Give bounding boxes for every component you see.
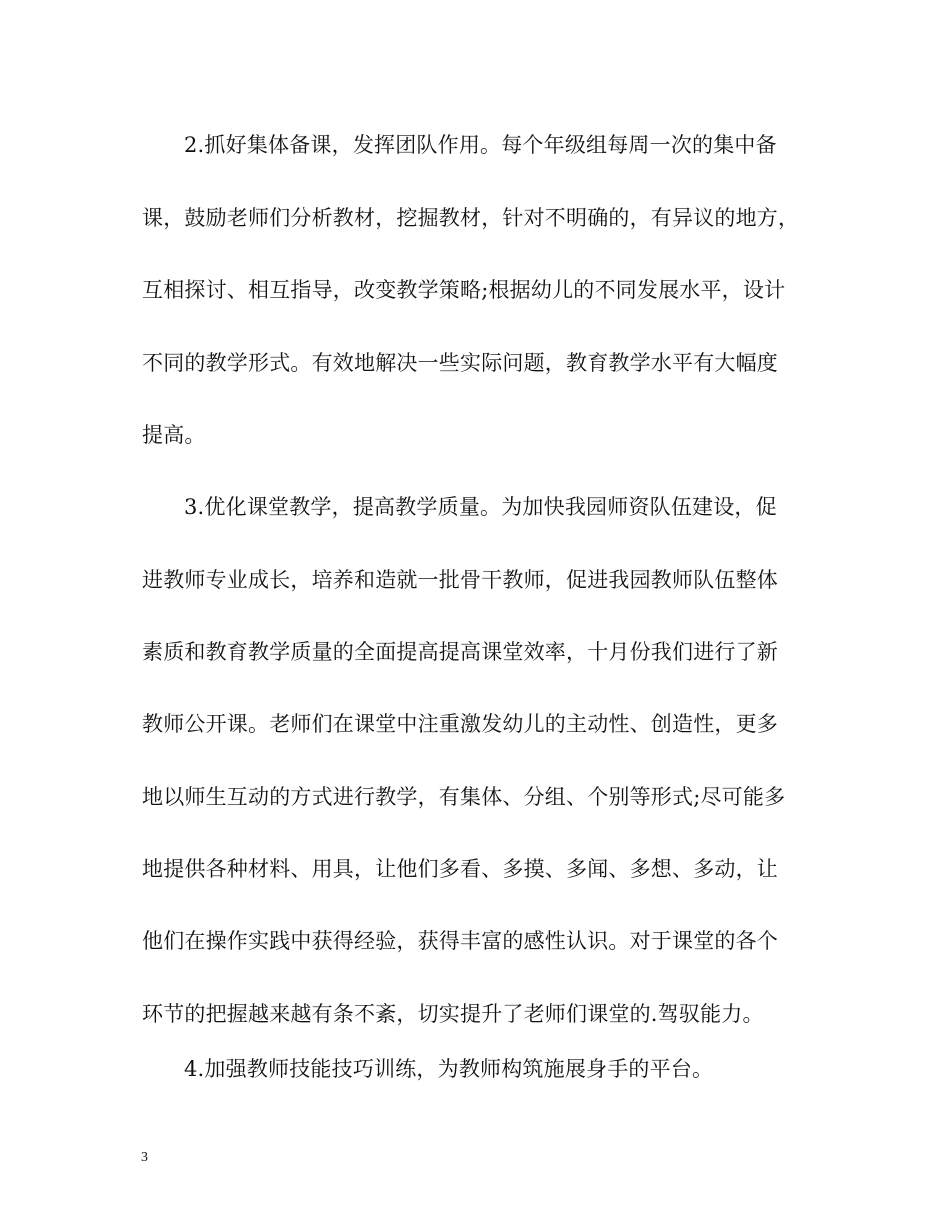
paragraph-3-line-2: 进教师专业成长，培养和造就一批骨干教师，促进我园教师队伍整体 bbox=[142, 568, 778, 592]
page-number: 3 bbox=[141, 1150, 148, 1165]
paragraph-3-line-7: 他们在操作实践中获得经验，获得丰富的感性认识。对于课堂的各个 bbox=[142, 929, 778, 953]
paragraph-3-line-4: 教师公开课。老师们在课堂中注重激发幼儿的主动性、创造性，更多 bbox=[142, 712, 778, 736]
paragraph-3-line-8: 环节的把握越来越有条不紊，切实提升了老师们课堂的.驾驭能力。 bbox=[142, 1002, 764, 1026]
paragraph-2-line-1: 2.抓好集体备课，发挥团队作用。每个年级组每周一次的集中备 bbox=[184, 133, 777, 157]
paragraph-4-line-1: 4.加强教师技能技巧训练，为教师构筑施展身手的平台。 bbox=[184, 1057, 714, 1081]
paragraph-3-line-6: 地提供各种材料、用具，让他们多看、多摸、多闻、多想、多动，让 bbox=[142, 857, 778, 881]
paragraph-2-line-2: 课，鼓励老师们分析教材，挖掘教材，针对不明确的，有异议的地方， bbox=[142, 206, 800, 230]
paragraph-3-line-1: 3.优化课堂教学，提高教学质量。为加快我园师资队伍建设，促 bbox=[184, 495, 777, 519]
paragraph-2-line-4: 不同的教学形式。有效地解决一些实际问题，教育教学水平有大幅度 bbox=[142, 351, 778, 375]
paragraph-3-line-5: 地以师生互动的方式进行教学，有集体、分组、个别等形式;尽可能多 bbox=[142, 785, 786, 809]
paragraph-3-line-3: 素质和教育教学质量的全面提高提高课堂效率，十月份我们进行了新 bbox=[142, 640, 778, 664]
paragraph-2-line-3: 互相探讨、相互指导，改变教学策略;根据幼儿的不同发展水平，设计 bbox=[142, 278, 786, 302]
paragraph-2-line-5: 提高。 bbox=[142, 423, 206, 447]
